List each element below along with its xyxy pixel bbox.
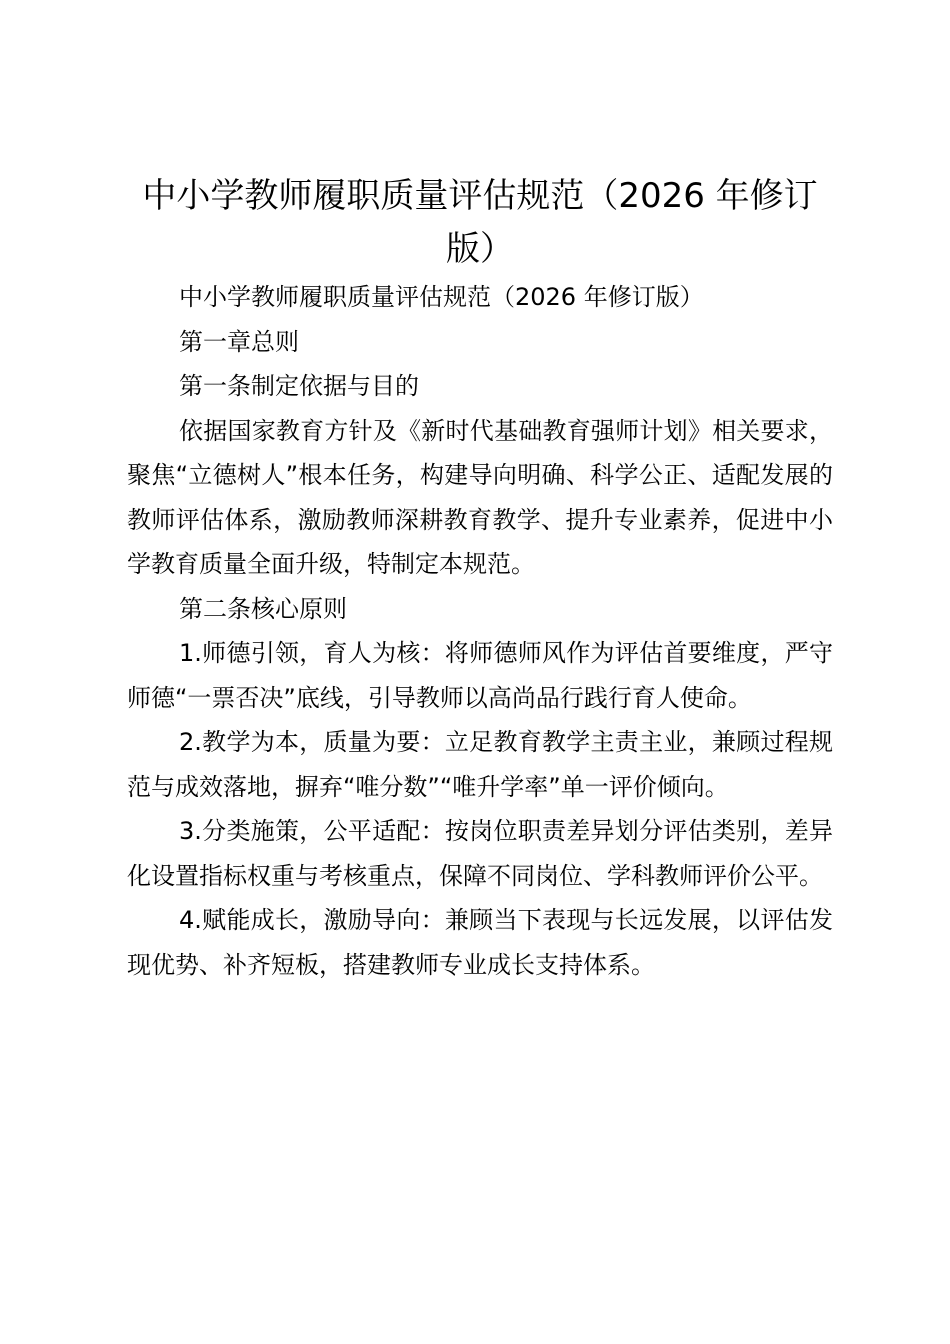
document-body: [127, 275, 833, 987]
article-heading-2: 第二条核心原则: [179, 594, 347, 623]
principle-item-3: 3.分类施策，公平适配：按岗位职责差异划分评估类别，差异化设置指标权重与考核重点，保障不同岗位、学科教师评价公平。: [127, 817, 833, 890]
principle-item-2: 2.教学为本，质量为要：立足教育教学主责主业，兼顾过程规范与成效落地，摒弃“唯分数”“唯升学率”单一评价倾向。: [127, 728, 833, 801]
subtitle-paragraph: 中小学教师履职质量评估规范（2026 年修订版）: [179, 283, 704, 311]
principle-item-1: 1.师德引领，育人为核：将师德师风作为评估首要维度，严守师德“一票否决”底线，引导教师以高尚品行践行育人使命。: [127, 639, 833, 712]
article-heading-1: 第一条制定依据与目的: [179, 372, 419, 400]
principle-item-4: 4.赋能成长，激励导向：兼顾当下表现与长远发展，以评估发现优势、补齐短板，搭建教师专业成长支持体系。: [127, 906, 833, 979]
document-title: 中小学教师履职质量评估规范（2026 年修订版）: [142, 176, 818, 269]
chapter-heading: 第一章总则: [179, 327, 299, 356]
body-paragraph: 依据国家教育方针及《新时代基础教育强师计划》相关要求，聚焦“立德树人”根本任务，构建导向明确、科学公正、适配发展的教师评估体系，激励教师深耕教育教学、提升专业素养，促进中小学教育质量全面升级，特制定本规范。: [127, 416, 833, 578]
